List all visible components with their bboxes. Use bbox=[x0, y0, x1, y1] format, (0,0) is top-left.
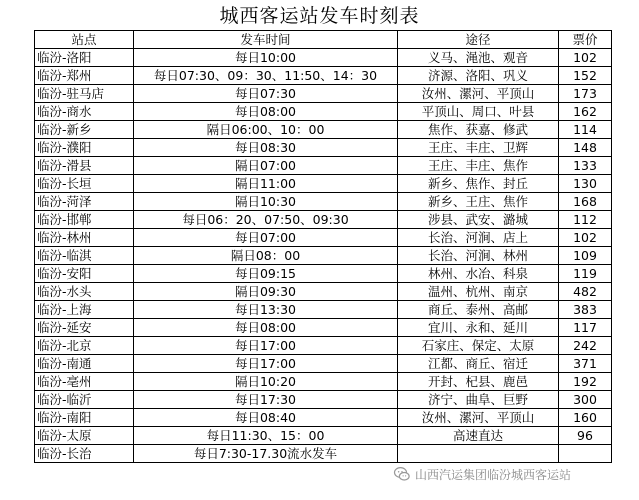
departure-time-cell: 每日11:30、15：00 bbox=[134, 427, 398, 445]
price-cell: 130 bbox=[559, 175, 612, 193]
station-cell: 临汾-长治 bbox=[35, 445, 134, 463]
departure-time-cell: 每日07:00 bbox=[134, 229, 398, 247]
table-row bbox=[35, 373, 612, 391]
route-cell: 焦作、获嘉、修武 bbox=[398, 121, 559, 139]
departure-time-cell: 每日17:00 bbox=[134, 355, 398, 373]
station-cell: 临汾-菏泽 bbox=[35, 193, 134, 211]
station-cell: 临汾-洛阳 bbox=[35, 49, 134, 67]
price-cell: 371 bbox=[559, 355, 612, 373]
route-cell: 林州、水冶、科泉 bbox=[398, 265, 559, 283]
table-row bbox=[35, 427, 612, 445]
station-cell: 临汾-郑州 bbox=[35, 67, 134, 85]
route-cell: 长治、河涧、店上 bbox=[398, 229, 559, 247]
watermark bbox=[393, 463, 571, 485]
schedule-table bbox=[34, 30, 612, 463]
route-cell: 平顶山、周口、叶县 bbox=[398, 103, 559, 121]
price-cell: 109 bbox=[559, 247, 612, 265]
table-row bbox=[35, 211, 612, 229]
price-cell: 119 bbox=[559, 265, 612, 283]
price-cell: 152 bbox=[559, 67, 612, 85]
departure-time-cell: 每日08:00 bbox=[134, 103, 398, 121]
departure-time-cell: 隔日07:00 bbox=[134, 157, 398, 175]
table-row bbox=[35, 229, 612, 247]
table-row bbox=[35, 283, 612, 301]
route-cell: 王庄、丰庄、卫辉 bbox=[398, 139, 559, 157]
departure-time-cell: 每日06：20、07:50、09:30 bbox=[134, 211, 398, 229]
departure-time-cell: 每日08:40 bbox=[134, 409, 398, 427]
route-cell: 商丘、泰州、高邮 bbox=[398, 301, 559, 319]
column-header-station: 站点 bbox=[35, 31, 134, 49]
departure-time-cell: 每日17:30 bbox=[134, 391, 398, 409]
station-cell: 临汾-邯郸 bbox=[35, 211, 134, 229]
table-row bbox=[35, 319, 612, 337]
departure-time-cell: 每日09:15 bbox=[134, 265, 398, 283]
table-row bbox=[35, 391, 612, 409]
station-cell: 临汾-安阳 bbox=[35, 265, 134, 283]
route-cell: 王庄、丰庄、焦作 bbox=[398, 157, 559, 175]
table-row bbox=[35, 193, 612, 211]
route-cell: 新乡、焦作、封丘 bbox=[398, 175, 559, 193]
station-cell: 临汾-新乡 bbox=[35, 121, 134, 139]
price-cell: 300 bbox=[559, 391, 612, 409]
table-row bbox=[35, 175, 612, 193]
departure-time-cell: 每日08:00 bbox=[134, 319, 398, 337]
station-cell: 临汾-南通 bbox=[35, 355, 134, 373]
route-cell bbox=[398, 445, 559, 463]
route-cell: 涉县、武安、潞城 bbox=[398, 211, 559, 229]
departure-time-cell: 每日13:30 bbox=[134, 301, 398, 319]
watermark-text: 山西汽运集团临汾城西客运站 bbox=[415, 467, 572, 482]
price-cell: 162 bbox=[559, 103, 612, 121]
table-row bbox=[35, 85, 612, 103]
table-header-row bbox=[35, 31, 612, 49]
station-cell: 临汾-太原 bbox=[35, 427, 134, 445]
station-cell: 临汾-亳州 bbox=[35, 373, 134, 391]
departure-time-cell: 隔日09:30 bbox=[134, 283, 398, 301]
station-cell: 临汾-商水 bbox=[35, 103, 134, 121]
station-cell: 临汾-南阳 bbox=[35, 409, 134, 427]
departure-time-cell: 每日07:30 bbox=[134, 85, 398, 103]
route-cell: 长治、河涧、林州 bbox=[398, 247, 559, 265]
station-cell: 临汾-水头 bbox=[35, 283, 134, 301]
price-cell: 114 bbox=[559, 121, 612, 139]
table-row bbox=[35, 67, 612, 85]
price-cell: 242 bbox=[559, 337, 612, 355]
station-cell: 临汾-临沂 bbox=[35, 391, 134, 409]
station-cell: 临汾-延安 bbox=[35, 319, 134, 337]
departure-time-cell: 隔日08：00 bbox=[134, 247, 398, 265]
price-cell bbox=[559, 445, 612, 463]
departure-time-cell: 隔日11:00 bbox=[134, 175, 398, 193]
route-cell: 汝州、漯河、平顶山 bbox=[398, 409, 559, 427]
route-cell: 温州、杭州、南京 bbox=[398, 283, 559, 301]
departure-time-cell: 每日07:30、09：30、11:50、14：30 bbox=[134, 67, 398, 85]
table-row bbox=[35, 337, 612, 355]
price-cell: 160 bbox=[559, 409, 612, 427]
price-cell: 133 bbox=[559, 157, 612, 175]
departure-time-cell: 每日7:30-17.30流水发车 bbox=[134, 445, 398, 463]
route-cell: 汝州、漯河、平顶山 bbox=[398, 85, 559, 103]
price-cell: 192 bbox=[559, 373, 612, 391]
price-cell: 112 bbox=[559, 211, 612, 229]
departure-time-cell: 隔日10:20 bbox=[134, 373, 398, 391]
route-cell: 开封、杞县、鹿邑 bbox=[398, 373, 559, 391]
column-header-price: 票价 bbox=[559, 31, 612, 49]
station-cell: 临汾-濮阳 bbox=[35, 139, 134, 157]
column-header-route: 途径 bbox=[398, 31, 559, 49]
table-row bbox=[35, 103, 612, 121]
price-cell: 482 bbox=[559, 283, 612, 301]
station-cell: 临汾-驻马店 bbox=[35, 85, 134, 103]
table-row bbox=[35, 247, 612, 265]
table-row bbox=[35, 301, 612, 319]
table-row bbox=[35, 49, 612, 67]
departure-time-cell: 每日10:00 bbox=[134, 49, 398, 67]
table-row bbox=[35, 445, 612, 463]
table-row bbox=[35, 355, 612, 373]
column-header-time: 发车时间 bbox=[134, 31, 398, 49]
price-cell: 102 bbox=[559, 49, 612, 67]
station-cell: 临汾-长垣 bbox=[35, 175, 134, 193]
route-cell: 宜川、永和、延川 bbox=[398, 319, 559, 337]
station-cell: 临汾-北京 bbox=[35, 337, 134, 355]
table-row bbox=[35, 157, 612, 175]
wechat-icon bbox=[393, 465, 411, 483]
price-cell: 96 bbox=[559, 427, 612, 445]
table-row bbox=[35, 121, 612, 139]
station-cell: 临汾-林州 bbox=[35, 229, 134, 247]
table-row bbox=[35, 139, 612, 157]
table-row bbox=[35, 409, 612, 427]
route-cell: 济源、洛阳、巩义 bbox=[398, 67, 559, 85]
route-cell: 济宁、曲阜、巨野 bbox=[398, 391, 559, 409]
price-cell: 117 bbox=[559, 319, 612, 337]
departure-time-cell: 每日08:30 bbox=[134, 139, 398, 157]
station-cell: 临汾-滑县 bbox=[35, 157, 134, 175]
price-cell: 148 bbox=[559, 139, 612, 157]
route-cell: 义马、渑池、观音 bbox=[398, 49, 559, 67]
departure-time-cell: 隔日06:00、10：00 bbox=[134, 121, 398, 139]
station-cell: 临汾-上海 bbox=[35, 301, 134, 319]
price-cell: 383 bbox=[559, 301, 612, 319]
table-row bbox=[35, 265, 612, 283]
route-cell: 石家庄、保定、太原 bbox=[398, 337, 559, 355]
station-cell: 临汾-临淇 bbox=[35, 247, 134, 265]
price-cell: 168 bbox=[559, 193, 612, 211]
price-cell: 173 bbox=[559, 85, 612, 103]
page-title: 城西客运站发车时刻表 bbox=[219, 5, 420, 27]
departure-time-cell: 隔日10:30 bbox=[134, 193, 398, 211]
price-cell: 102 bbox=[559, 229, 612, 247]
route-cell: 江都、商丘、宿迁 bbox=[398, 355, 559, 373]
departure-time-cell: 每日17:00 bbox=[134, 337, 398, 355]
route-cell: 新乡、王庄、焦作 bbox=[398, 193, 559, 211]
route-cell: 高速直达 bbox=[398, 427, 559, 445]
